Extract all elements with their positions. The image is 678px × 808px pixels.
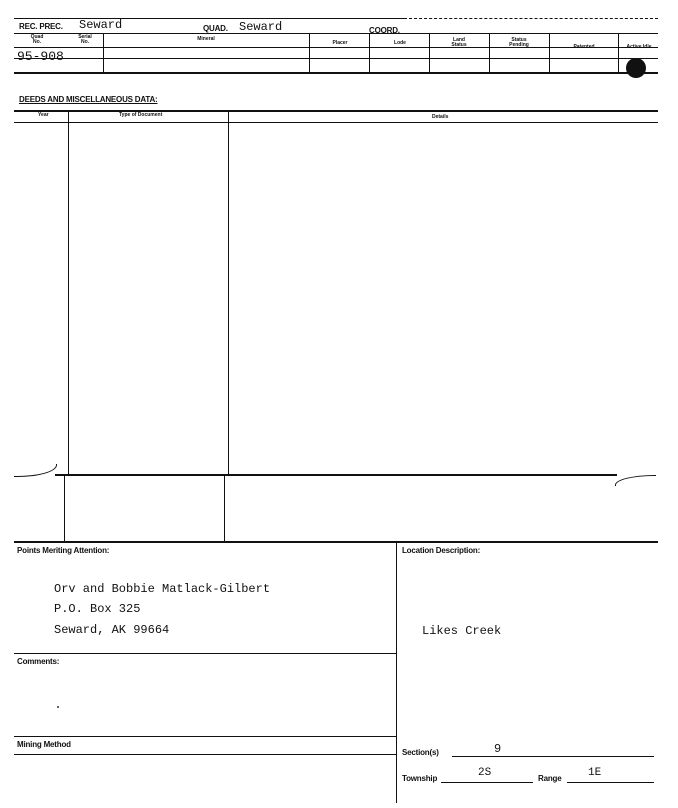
mining-method-top [14, 736, 396, 737]
points-meriting-attention-label: Points Meriting Attention: [17, 546, 110, 555]
bottom-form-divider [396, 541, 397, 803]
col-div-5 [489, 33, 490, 72]
active-marker-dot [626, 58, 646, 78]
deeds-col-div-1 [68, 110, 69, 475]
township-label: Township [402, 774, 438, 783]
col-patented: Patented [573, 44, 595, 50]
col-land-status: Land Status [451, 37, 467, 48]
location-description-value: Likes Creek [422, 624, 502, 638]
col-type-of-document: Type of Document [119, 112, 163, 118]
col-lode: Lode [394, 40, 406, 46]
deeds-col-div-2 [228, 110, 229, 475]
col-serial-no: Serial No. [78, 34, 92, 45]
col-div-2 [309, 33, 310, 72]
header-top-rule [14, 18, 404, 19]
range-underline [567, 782, 654, 783]
range-value: 1E [588, 767, 602, 779]
range-label: Range [538, 774, 562, 783]
col-details: Details [432, 114, 449, 120]
col-div-6 [549, 33, 550, 72]
section-underline [452, 756, 654, 757]
mining-method-bottom [14, 754, 396, 755]
mineral-table-top [14, 33, 658, 34]
header-top-rule-dashed [404, 18, 658, 19]
col-quad-no: Quad No. [30, 34, 44, 45]
points-line-2: P.O. Box 325 [54, 602, 141, 616]
col-div-7 [618, 33, 619, 72]
comments-top [14, 653, 396, 654]
col-mineral: Mineral [197, 36, 215, 42]
mining-method-label: Mining Method [17, 740, 71, 749]
deeds-title: DEEDS AND MISCELLANEOUS DATA: [19, 95, 158, 104]
col-div-1 [103, 33, 104, 72]
quad-value: Seward [239, 20, 283, 34]
section-value: 9 [494, 742, 502, 756]
page-seam [55, 474, 617, 476]
col-placer: Placer [332, 40, 348, 46]
mineral-table-bottom [14, 72, 658, 74]
stray-mark [57, 706, 59, 708]
section-label: Section(s) [402, 748, 439, 757]
comments-label: Comments: [17, 657, 60, 666]
deeds-col-div-1-lower [64, 475, 65, 541]
col-status-pending: Status Pending [509, 37, 529, 48]
col-div-4 [429, 33, 430, 72]
points-line-3: Seward, AK 99664 [54, 623, 170, 637]
page-seam-curl-left [14, 464, 57, 477]
quad-label: QUAD. [203, 24, 228, 33]
points-line-1: Orv and Bobbie Matlack-Gilbert [54, 582, 271, 596]
deeds-col-div-2-lower [224, 475, 225, 541]
deeds-table-header-bottom [14, 122, 658, 123]
rec-prec-value: Seward [79, 18, 123, 32]
col-active-idle: Active Idle [626, 44, 652, 50]
location-description-label: Location Description: [402, 546, 481, 555]
deeds-table-top [14, 110, 658, 112]
coord-label: COORD. [369, 26, 400, 35]
page-seam-curl-right [615, 475, 656, 486]
col-year: Year [38, 112, 49, 118]
township-underline [441, 782, 533, 783]
col-div-3 [369, 33, 370, 72]
mineral-table-mid [14, 58, 658, 59]
township-value: 2S [478, 767, 492, 779]
quad-no-value: 95-908 [17, 49, 64, 64]
rec-prec-label: REC. PREC. [19, 22, 63, 31]
bottom-form-top [14, 541, 658, 543]
